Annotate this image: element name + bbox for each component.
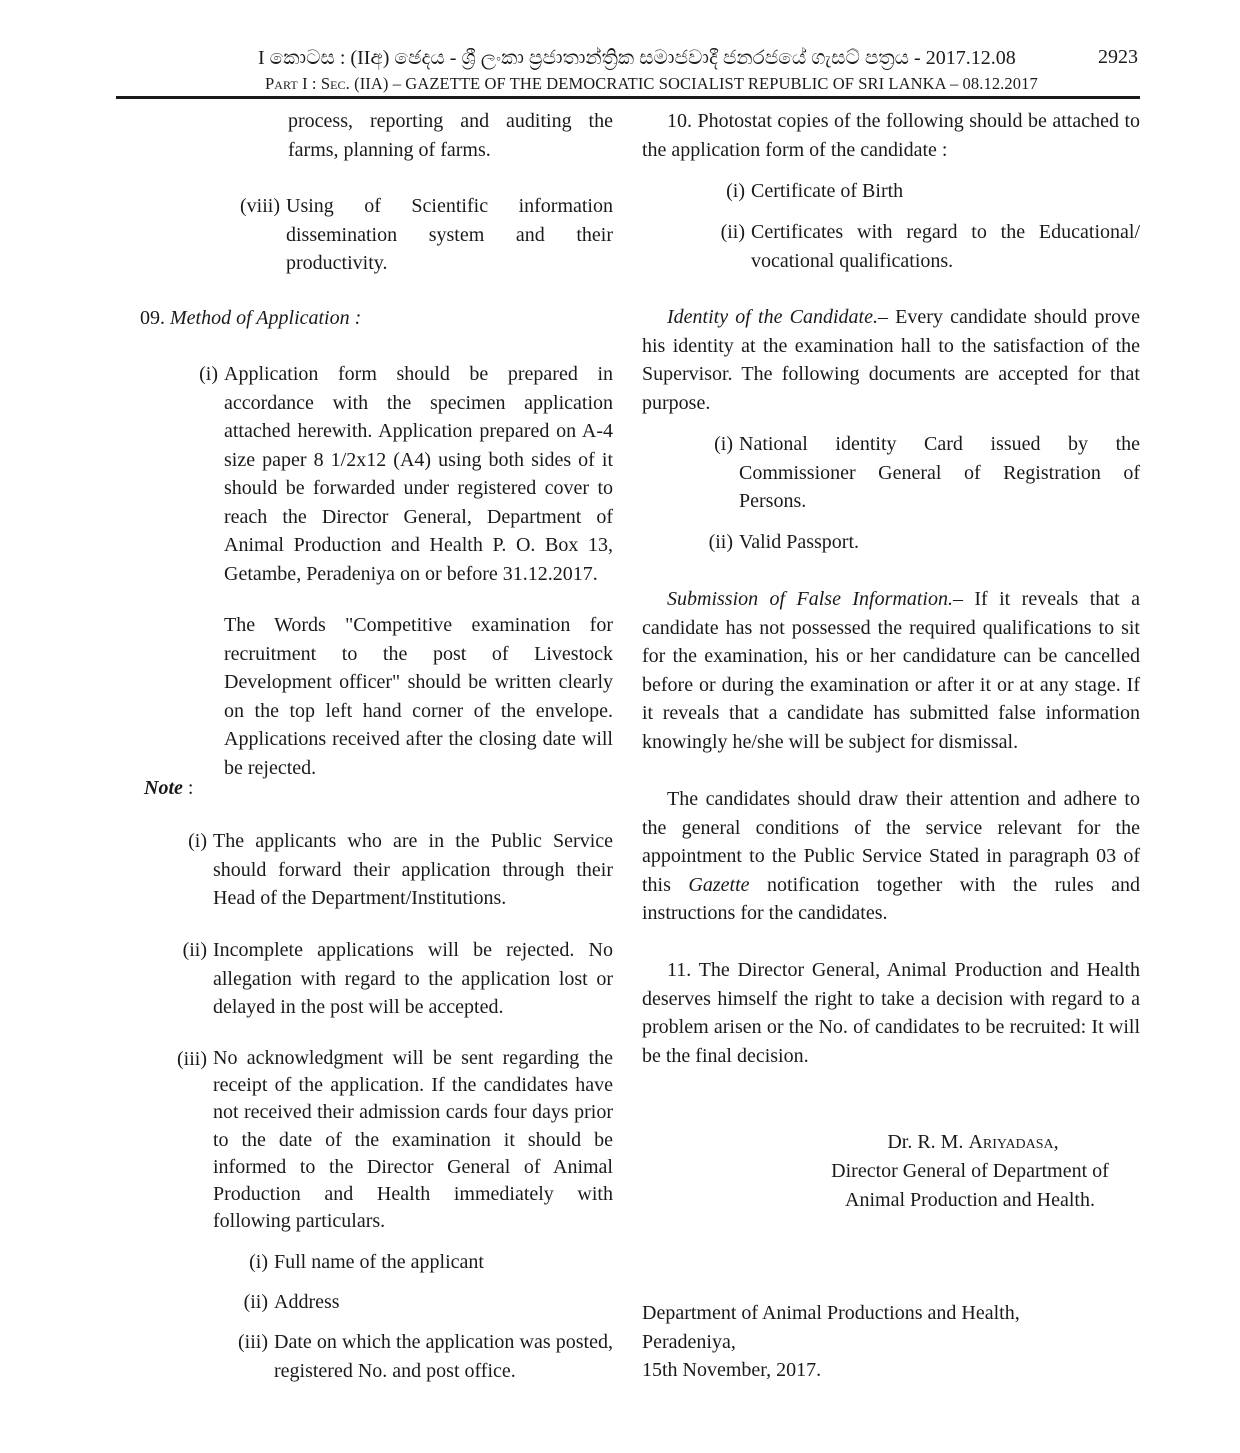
list-label: (viii) bbox=[240, 195, 280, 217]
header-english-rest: (IIA) – GAZETTE OF THE DEMOCRATIC SOCIALIST REPUBLIC OF SRI LANKA – 08.12.2017 bbox=[354, 74, 1038, 93]
note-heading bbox=[144, 774, 193, 803]
list-text: Incomplete applications will be rejected. No allegation with regard to the application lost or delayed in the post will be accepted. bbox=[213, 939, 613, 1018]
list-label: (i) bbox=[188, 830, 207, 852]
list-text: Address bbox=[274, 1291, 340, 1313]
list-text: Application form should be prepared in accordance with the specimen application attached herewith. Application prepared on A-4 size paper 8 1/2x12 (A4) using both sides of it should be forwarded under registered cover to reach the Director General, Department of Animal Production and Health P. O. Box 13, Getambe, Peradeniya on or before 31.12.2017. bbox=[224, 363, 613, 585]
list-text: National identity Card issued by the Commissioner General of Registration of Persons. bbox=[739, 433, 1140, 512]
list-text: Using of Scientific information dissemination system and their productivity. bbox=[286, 195, 613, 274]
list-text: Certificate of Birth bbox=[751, 180, 904, 202]
list-label: (ii) bbox=[720, 221, 745, 243]
section-number: 09. bbox=[140, 307, 165, 329]
identity-paragraph bbox=[642, 303, 1140, 417]
false-information-paragraph bbox=[642, 585, 1140, 756]
list-label: (ii) bbox=[243, 1291, 268, 1313]
list-text: Full name of the applicant bbox=[274, 1251, 484, 1273]
section-11-paragraph: 11. The Director General, Animal Production and Health deserves himself the right to take a decision with regard to a problem arisen or the No. of candidates to be recruited: It will be the final decision. bbox=[642, 959, 1140, 1067]
signature-block bbox=[800, 1128, 1140, 1215]
particulars-item-i bbox=[232, 1248, 613, 1277]
signatory-initials: Dr. R. M. bbox=[887, 1131, 964, 1153]
attachment-item-ii bbox=[710, 218, 1140, 275]
list-label: (iii) bbox=[238, 1331, 268, 1353]
section-09-heading bbox=[140, 304, 614, 333]
section-10-paragraph: 10. Photostat copies of the following should be attached to the application form of the candidate : bbox=[642, 110, 1140, 161]
list-text: Valid Passport. bbox=[739, 531, 859, 553]
general-text-a: The candidates should draw their attention and adhere to the general conditions of the service relevant for the appointment to the Public Service Stated in paragraph 03 of this bbox=[642, 788, 1140, 896]
list-item-viii bbox=[232, 192, 613, 278]
note-item-iii bbox=[166, 1045, 613, 1235]
header-sec: Sec. bbox=[320, 74, 350, 93]
note-item-ii bbox=[170, 936, 613, 1022]
signatory-title-line-2: Animal Production and Health. bbox=[845, 1189, 1095, 1211]
page-number: 2923 bbox=[1098, 46, 1138, 68]
header-sinhala-title: I කොටස : (IIඅ) ඡෙදය - ශ්‍රී ලංකා ප්‍රජාතාන්ත්‍රික සමාජවාදී ජනරජයේ ගැසට් පත්‍රය - 2017.12.08 bbox=[258, 47, 1016, 69]
list-text: No acknowledgment will be sent regarding the receipt of the application. If the candidates have not received their admission cards four days prior to the date of the examination it should be informed to the Director General of Animal Production and Health immediately with following particulars. bbox=[213, 1047, 613, 1233]
list-text: Certificates with regard to the Educational/ vocational qualifications. bbox=[751, 221, 1140, 272]
attachment-item-i bbox=[716, 177, 1140, 206]
list-text: The applicants who are in the Public Service should forward their application through their Head of the Department/Institutions. bbox=[213, 830, 613, 909]
continued-text: process, reporting and auditing the farms, planning of farms. bbox=[288, 110, 613, 161]
note-title: Note bbox=[144, 777, 183, 799]
list-label: (i) bbox=[726, 180, 745, 202]
false-information-title: Submission of False Information. bbox=[667, 588, 953, 610]
general-conditions-paragraph bbox=[642, 785, 1140, 928]
header-rule bbox=[116, 96, 1140, 99]
identity-title: Identity of the Candidate. bbox=[667, 306, 878, 328]
identity-doc-item-i bbox=[704, 430, 1140, 516]
particulars-item-iii bbox=[226, 1328, 613, 1385]
false-information-text: – If it reveals that a candidate has not possessed the required qualifications to sit for the examination, his or her candidature can be cancelled before or during the examination or after it or at any stage. If it reveals that a candidate has submitted false information knowingly he/she will be subject for dismissal. bbox=[642, 588, 1141, 753]
list-label: (ii) bbox=[708, 531, 733, 553]
list-text: Date on which the application was posted, registered No. and post office. bbox=[274, 1331, 613, 1382]
list-label: (iii) bbox=[177, 1048, 207, 1070]
list-label: (ii) bbox=[182, 939, 207, 961]
address-line-1: Department of Animal Productions and Health, bbox=[642, 1302, 1020, 1324]
identity-text: – Every candidate should prove his identity at the examination hall to the satisfaction of the Supervisor. The following documents are accepted for that purpose. bbox=[642, 306, 1140, 414]
note-item-i bbox=[176, 827, 613, 913]
envelope-instruction: The Words "Competitive examination for recruitment to the post of Livestock Development officer" should be written clearly on the top left hand corner of the envelope. Applications received after the closing date will be rejected. bbox=[224, 614, 613, 779]
signatory-surname: Ariyadasa, bbox=[968, 1131, 1059, 1153]
list-label: (i) bbox=[714, 433, 733, 455]
gazette-italic: Gazette bbox=[688, 873, 750, 896]
section-title: Method of Application : bbox=[170, 307, 362, 329]
address-date: 15th November, 2017. bbox=[642, 1359, 822, 1381]
list-label: (i) bbox=[249, 1251, 268, 1273]
signatory-name bbox=[800, 1128, 1140, 1157]
header-part: Part I bbox=[265, 74, 308, 93]
general-text-b: notification together with the rules and instructions for the candidates. bbox=[642, 873, 1141, 924]
list-label: (i) bbox=[199, 363, 218, 385]
issuing-address bbox=[642, 1299, 1140, 1385]
signatory-title-line-1: Director General of Department of bbox=[831, 1160, 1109, 1182]
particulars-item-ii bbox=[232, 1288, 613, 1317]
header-english-title: Part I : Sec. (IIA) – GAZETTE OF THE DEMOCRATIC SOCIALIST REPUBLIC OF SRI LANKA – 08.12.2017 bbox=[265, 74, 1038, 93]
note-colon: : bbox=[187, 777, 194, 799]
address-line-2: Peradeniya, bbox=[642, 1330, 736, 1353]
application-item-i bbox=[184, 360, 613, 588]
identity-doc-item-ii bbox=[698, 528, 1140, 557]
